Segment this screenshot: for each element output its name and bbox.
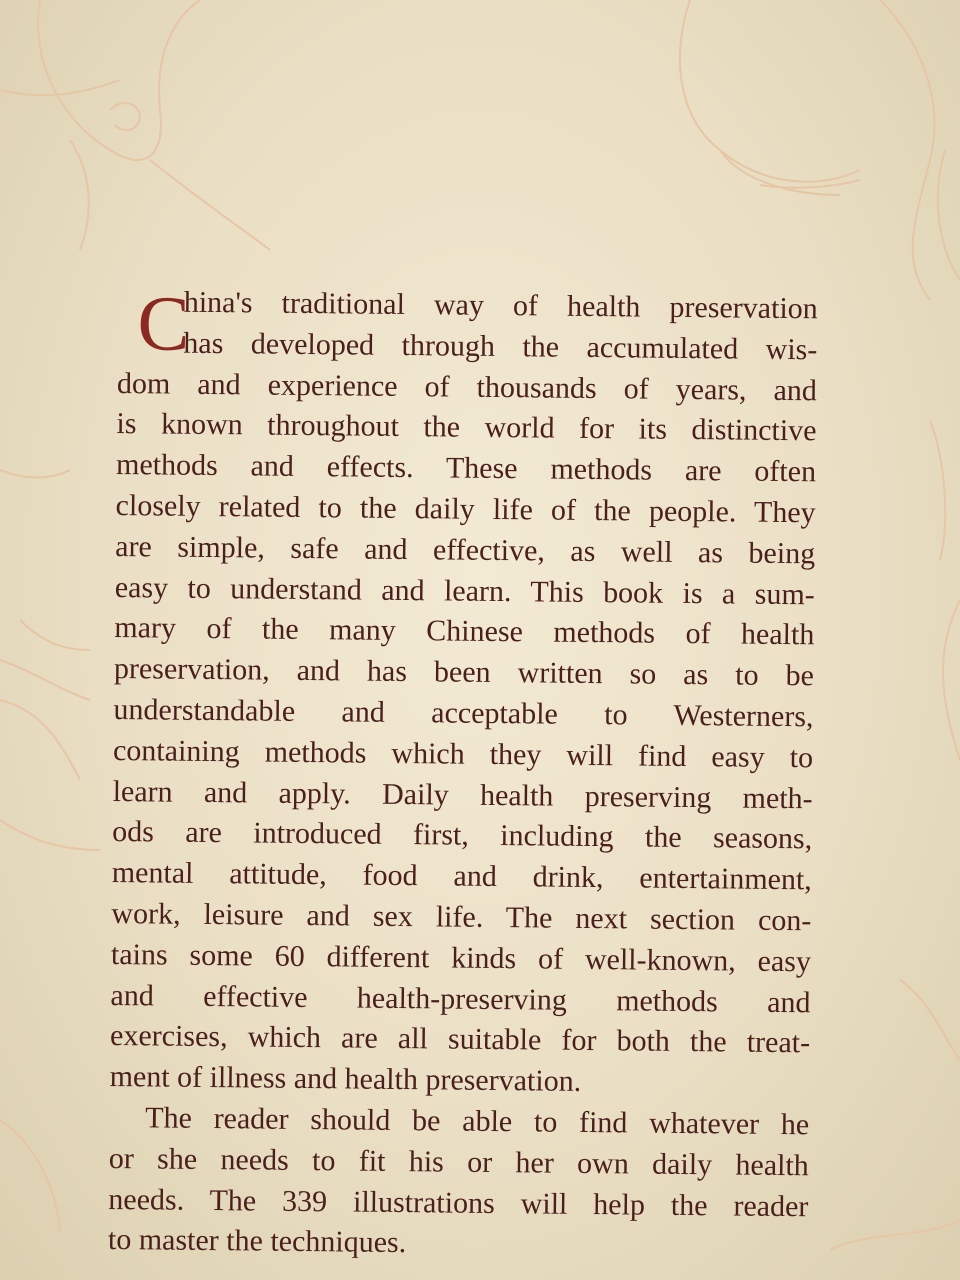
text-line: hina's traditional way of health preservation (183, 285, 818, 326)
text-line: The reader should be able to find whatever he (145, 1101, 810, 1142)
text-line: ods are introduced first, including the seasons, (112, 815, 813, 856)
text-line: has developed through the accumulated wis- (183, 326, 818, 367)
text-line: dom and experience of thousands of years, and (116, 366, 818, 407)
text-line: tains some 60 different kinds of well-known, easy (110, 937, 812, 979)
paragraph-2 (108, 1098, 810, 1269)
text-line: exercises, which are all suitable for both the treat- (109, 1019, 811, 1060)
text-line: to master the techniques. (107, 1223, 407, 1260)
text-line: or she needs to fit his or her own daily health (108, 1141, 809, 1183)
text-line: understandable and acceptable to Westerners, (113, 692, 814, 734)
text-line: needs. The 339 illustrations will help the reader (108, 1182, 809, 1223)
text-line: methods and effects. These methods are often (115, 448, 817, 489)
text-line: easy to understand and learn. This book is a sum- (114, 570, 815, 611)
text-line: containing methods which they will find easy to (112, 733, 814, 775)
text-line: closely related to the daily life of the people. They (115, 488, 816, 530)
text-line: preservation, and has been written so as to be (113, 652, 815, 693)
book-blurb (107, 279, 818, 1268)
paragraph-1 (109, 279, 818, 1105)
text-line: work, leisure and sex life. The next section con- (111, 896, 812, 938)
text-line: mary of the many Chinese methods of health (114, 611, 815, 652)
text-line: and effective health-preserving methods and (110, 978, 811, 1019)
text-line: are simple, safe and effective, as well as being (115, 529, 816, 571)
drop-cap: C (137, 279, 191, 367)
text-line: learn and apply. Daily health preserving meth- (112, 774, 813, 815)
text-line: is known throughout the world for its distinctive (116, 407, 817, 448)
text-line: mental attitude, food and drink, entertainment, (111, 856, 812, 897)
text-line: ment of illness and health preservation. (109, 1060, 582, 1099)
